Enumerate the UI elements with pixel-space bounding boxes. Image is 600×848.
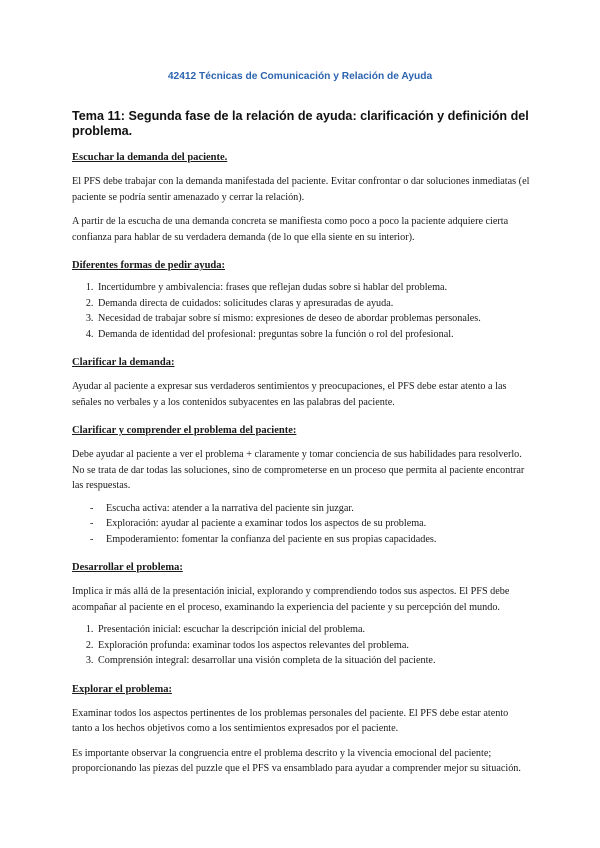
list-item: 1. Incertidumbre y ambivalencia: frases que reflejan dudas sobre si hablar del problema. <box>96 280 530 296</box>
list-item: 4. Demanda de identidad del profesional: preguntas sobre la función o rol del profesional. <box>96 327 530 343</box>
course-header: 42412 Técnicas de Comunicación y Relación de Ayuda <box>167 71 433 82</box>
topic-title: Tema 11: Segunda fase de la relación de ayuda: clarificación y definición del problema. <box>72 109 529 138</box>
section-heading-desarrollar: Desarrollar el problema: <box>72 562 183 573</box>
paragraph: Implica ir más allá de la presentación inicial, explorando y comprendiendo todos sus aspectos. El PFS debe acompañar al paciente en el proceso, examinando la experiencia del paciente y su percepción del mundo. <box>72 586 510 613</box>
document-body <box>72 150 530 777</box>
list-item: 1. Presentación inicial: escuchar la descripción inicial del problema. <box>96 622 530 638</box>
paragraph: El PFS debe trabajar con la demanda manifestada del paciente. Evitar confrontar o dar soluciones inmediatas (el paciente se podría sentir amenazado y cerrar la relación). <box>72 176 530 203</box>
list-item: 2. Exploración profunda: examinar todos los aspectos relevantes del problema. <box>96 638 530 654</box>
paragraph: A partir de la escucha de una demanda concreta se manifiesta como poco a poco la paciente adquiere cierta confianza para hablar de su verdadera demanda (de lo que ella siente en su interior). <box>72 216 509 243</box>
list-item: - Empoderamiento: fomentar la confianza del paciente en sus propias capacidades. <box>90 532 530 548</box>
list-item: - Escucha activa: atender a la narrativa del paciente sin juzgar. <box>90 501 530 517</box>
ordered-list <box>72 280 530 342</box>
list-item: 2. Demanda directa de cuidados: solicitudes claras y apresuradas de ayuda. <box>96 296 530 312</box>
section-heading-formas: Diferentes formas de pedir ayuda: <box>72 260 226 271</box>
ordered-list <box>72 622 530 669</box>
paragraph: Es importante observar la congruencia entre el problema descrito y la vivencia emocional del paciente; proporcionando las piezas del puzzle que el PFS va ensamblado para ayudar a comprender mejor su situación. <box>72 747 521 774</box>
list-item: - Exploración: ayudar al paciente a examinar todos los aspectos de su problema. <box>90 516 530 532</box>
section-heading-explorar: Explorar el problema: <box>72 683 172 695</box>
list-item: 3. Comprensión integral: desarrollar una visión completa de la situación del paciente. <box>96 653 530 669</box>
section-heading-clarificar-demanda: Clarificar la demanda: <box>72 357 175 368</box>
bullet-list <box>72 501 530 548</box>
paragraph: Ayudar al paciente a expresar sus verdaderos sentimientos y preocupaciones, el PFS debe estar atento a las señales no verbales y a los contenidos subyacentes en las palabras del paciente. <box>72 381 507 408</box>
section-heading-escuchar: Escuchar la demanda del paciente. <box>72 152 228 163</box>
paragraph: Examinar todos los aspectos pertinentes de los problemas personales del paciente. El PFS debe estar atento tanto a los hechos objetivos como a los sentimientos expresados por el paciente. <box>72 707 509 734</box>
list-item: 3. Necesidad de trabajar sobre sí mismo: expresiones de deseo de abordar problemas personales. <box>96 311 530 327</box>
section-heading-clarificar-problema: Clarificar y comprender el problema del paciente: <box>72 425 297 436</box>
paragraph: Debe ayudar al paciente a ver el problema + claramente y tomar conciencia de sus habilidades para resolverlo. No se trata de dar todas las soluciones, sino de comprometerse en un proceso que permita al paciente encontrar las respuestas. <box>72 449 525 491</box>
